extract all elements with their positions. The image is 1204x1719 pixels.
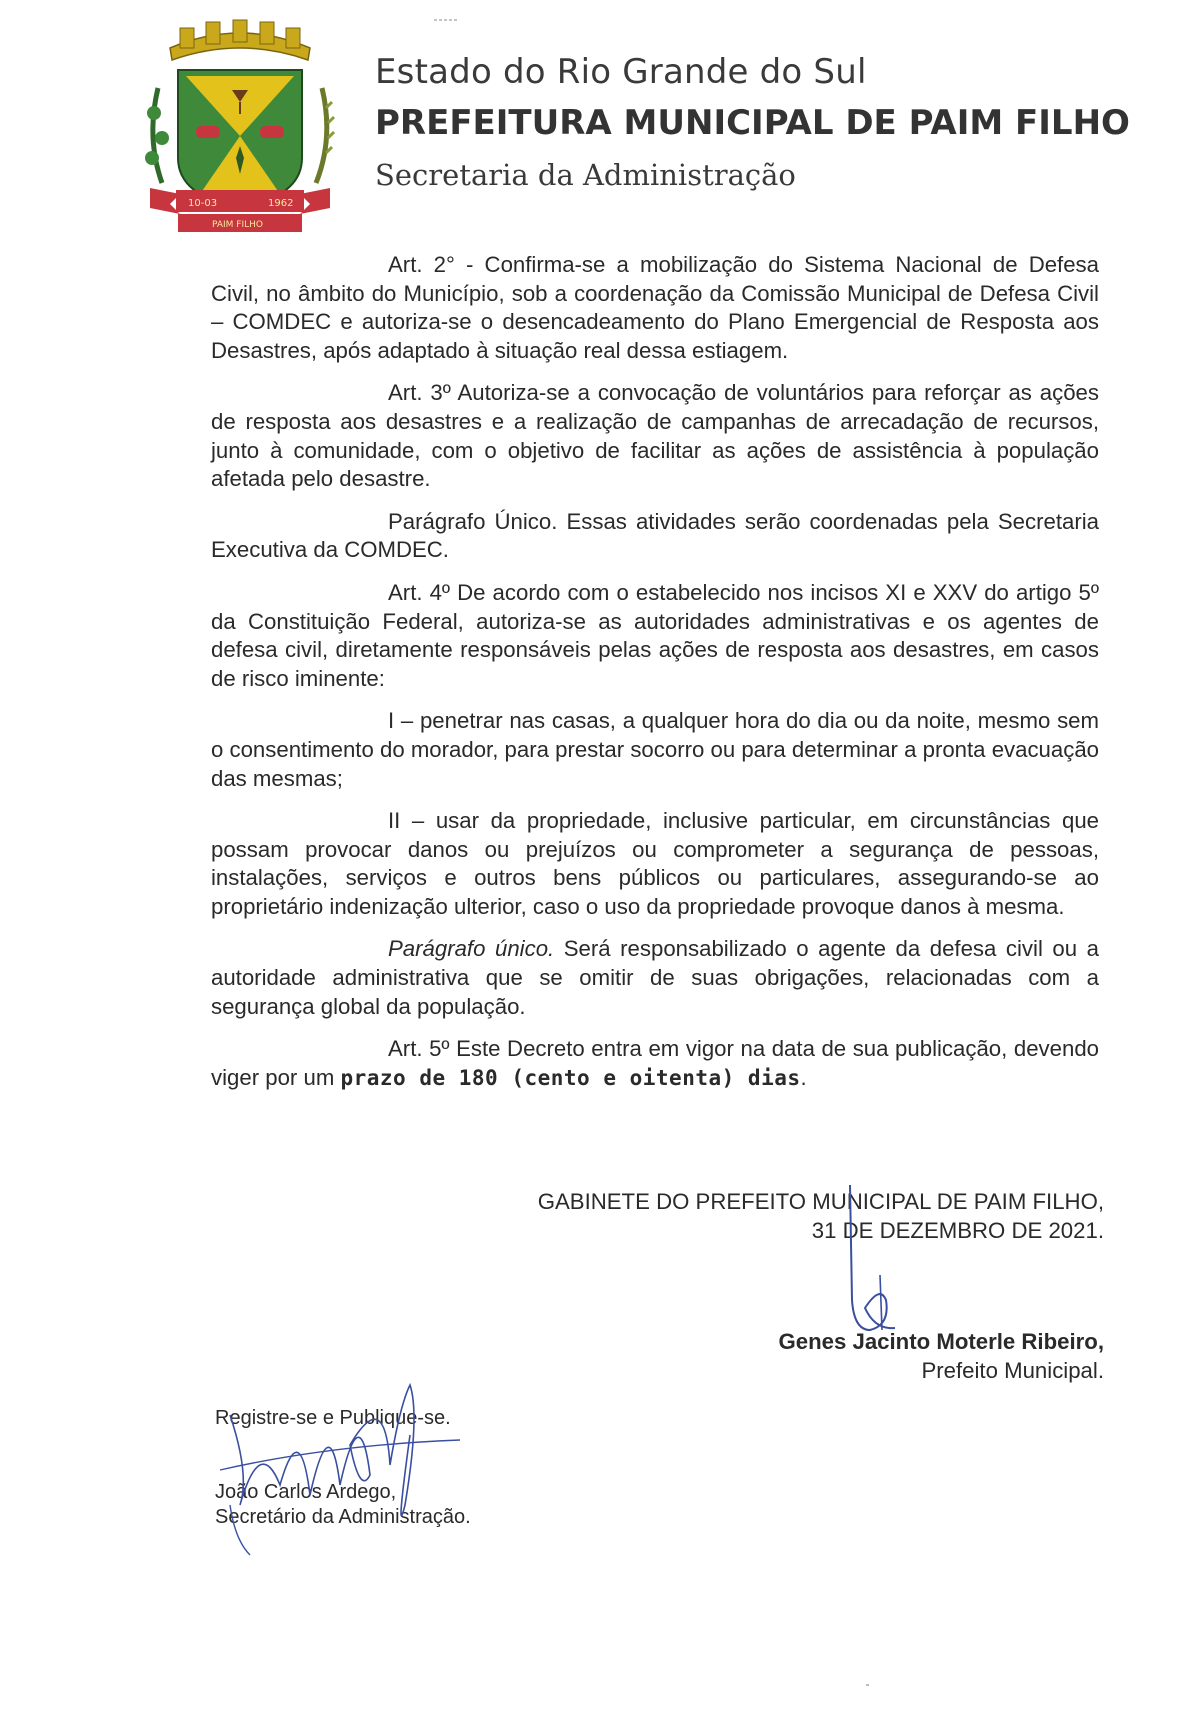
crown-icon — [170, 20, 310, 60]
mayor-name: Genes Jacinto Moterle Ribeiro, — [778, 1329, 1104, 1354]
article-4: Art. 4º De acordo com o estabelecido nos incisos XI e XXV do artigo 5º da Constituição Federal, autoriza-se as autoridades administrativas e os agentes de defesa civil, diretamente responsáveis pelas ações de resposta aos desastres, em casos de risco iminente: — [211, 579, 1099, 691]
municipality-name: PREFEITURA MUNICIPAL DE PAIM FILHO — [375, 103, 1130, 143]
scan-speck — [866, 1684, 869, 1686]
article-5: Art. 5º Este Decreto entra em vigor na data de sua publicação, devendo viger por um prazo de 180 (cento e oitenta) dias. — [211, 1036, 1099, 1090]
registration-note: Registre-se e Publique-se. — [215, 1407, 451, 1429]
document-header — [0, 0, 1204, 250]
decree-date: 31 DE DEZEMBRO DE 2021. — [811, 1217, 1104, 1243]
paragraph-unique-1: Parágrafo Único. Essas atividades serão coordenadas pela Secretaria Executiva da COMDEC. — [211, 508, 1099, 563]
office-name: GABINETE DO PREFEITO MUNICIPAL DE PAIM FILHO, — [537, 1189, 1104, 1214]
decree-body — [211, 251, 1099, 1092]
svg-text:10-03: 10-03 — [188, 198, 218, 209]
scan-mark — [434, 19, 458, 23]
department-name: Secretaria da Administração — [375, 158, 796, 192]
inciso-1: I – penetrar nas casas, a qualquer hora do dia ou da noite, mesmo sem o consentimento do morador, para prestar socorro ou para determinar a pronta evacuação das mesmas; — [211, 708, 1100, 791]
secretary-title: Secretário da Administração. — [215, 1506, 471, 1528]
article-3: Art. 3º Autoriza-se a convocação de voluntários para reforçar as ações de resposta aos desastres e a realização de campanhas de arrecadação de recursos, junto à comunidade, com o objetivo de facilitar as ações de assistência à população afetada pelo desastre. — [211, 380, 1099, 492]
mayor-title: Prefeito Municipal. — [921, 1358, 1104, 1383]
secretary-name: João Carlos Ardego, — [215, 1481, 397, 1503]
svg-text:PAIM FILHO: PAIM FILHO — [212, 220, 263, 230]
inciso-2: II – usar da propriedade, inclusive particular, em circunstâncias que possam provocar danos ou prejuízos ou comprometer a segurança de pessoas, instalações, serviços e outros bens públicos ou particulares, assegurando-se ao proprietário indenização ulterior, caso o uso da propriedade provoque danos à mesma. — [211, 808, 1099, 919]
svg-text:1962: 1962 — [268, 198, 294, 209]
paragraph-unique-2: Parágrafo único. Será responsabilizado o agente da defesa civil ou a autoridade administrativa que se omitir de suas obrigações, relacionadas com a segurança global da população. — [211, 936, 1100, 1019]
coat-of-arms-icon — [140, 18, 340, 243]
mayor-signature-icon — [820, 1180, 940, 1360]
secretary-signature-icon — [210, 1375, 500, 1575]
state-name: Estado do Rio Grande do Sul — [375, 52, 867, 92]
article-2: Art. 2° - Confirma-se a mobilização do Sistema Nacional de Defesa Civil, no âmbito do Município, sob a coordenação da Comissão Municipal de Defesa Civil – COMDEC e autoriza-se o desencadeamento do Plano Emergencial de Resposta aos Desastres, após adaptado à situação real dessa estiagem. — [211, 252, 1099, 363]
